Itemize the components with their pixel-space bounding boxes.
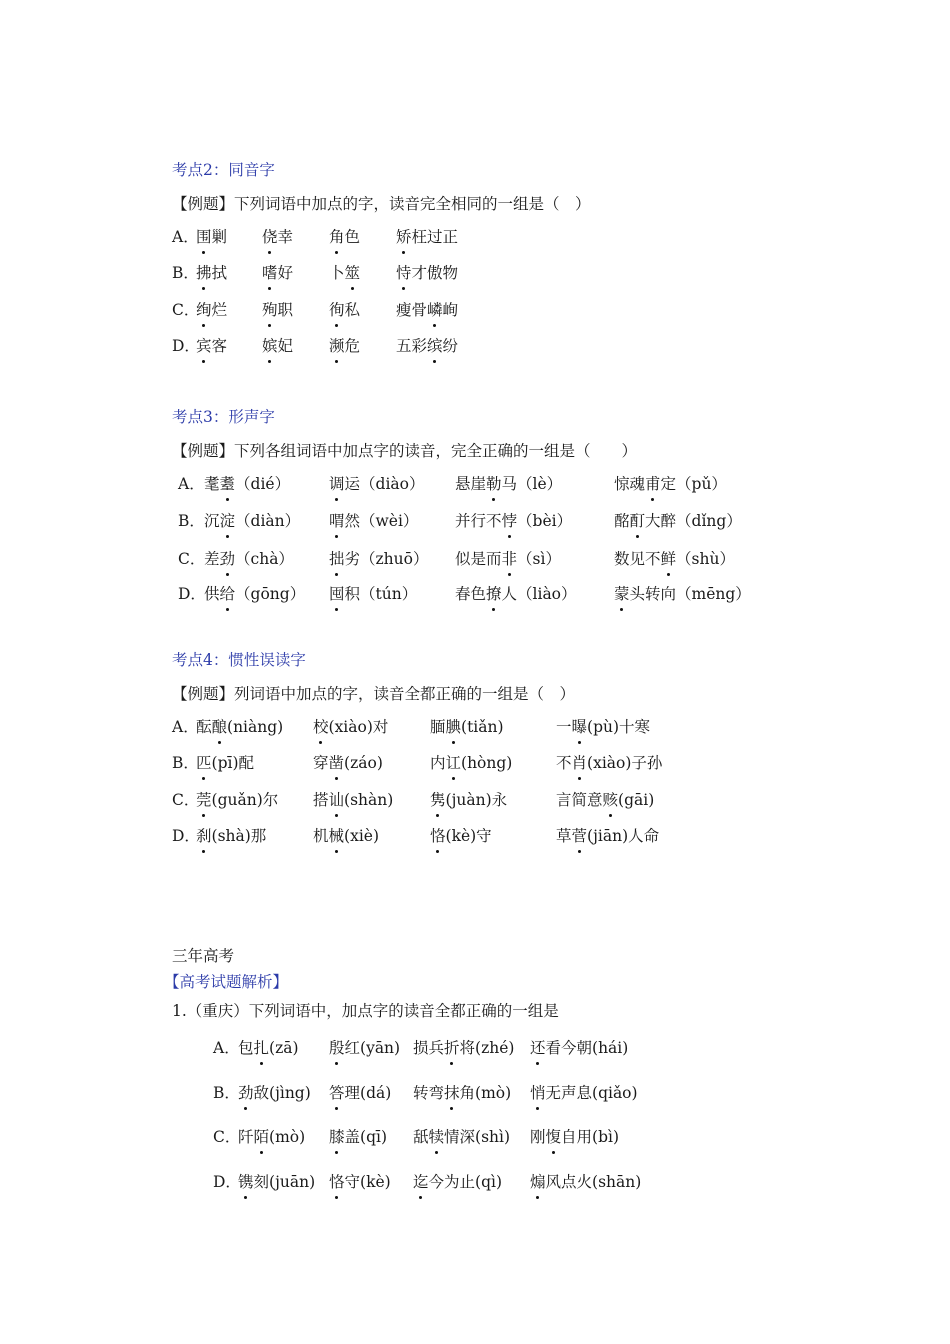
dotted-char: 讪 bbox=[328, 791, 345, 809]
option-word bbox=[313, 753, 383, 773]
word-rest: 峋 bbox=[442, 301, 459, 319]
word-prefix: 耄 bbox=[204, 475, 220, 493]
option-word bbox=[455, 511, 572, 531]
option-label: B． bbox=[172, 754, 199, 772]
word-rest: 角(mò) bbox=[459, 1084, 512, 1102]
word-prefix: 卜 bbox=[329, 264, 345, 282]
word-rest: (jiān)人命 bbox=[587, 827, 660, 845]
option-word bbox=[530, 1172, 641, 1192]
section3-heading: 考点3：形声字 bbox=[172, 408, 275, 426]
word-prefix: 草 bbox=[556, 827, 572, 845]
option-label: C． bbox=[172, 301, 200, 319]
option-word bbox=[329, 336, 360, 356]
option-word bbox=[430, 753, 512, 773]
word-prefix: 内 bbox=[430, 754, 446, 772]
word-rest: (shà)那 bbox=[211, 827, 267, 845]
option-label: D． bbox=[172, 337, 200, 355]
word-rest: 今为止(qì) bbox=[428, 1173, 502, 1191]
dotted-char: 匹 bbox=[196, 754, 212, 772]
dotted-char: 菅 bbox=[571, 827, 588, 845]
dotted-char: 缤 bbox=[427, 337, 443, 355]
dotted-char: 镌 bbox=[238, 1173, 254, 1191]
word-rest: 刻(juān) bbox=[253, 1173, 316, 1191]
word-rest: 劣（zhuō） bbox=[344, 550, 429, 568]
word-rest: 理(dá) bbox=[344, 1084, 392, 1102]
word-rest: 看今朝(hái) bbox=[545, 1039, 629, 1057]
word-prefix: 瘦骨 bbox=[396, 301, 428, 319]
dotted-char: 腆 bbox=[445, 718, 462, 736]
dotted-char: 讧 bbox=[445, 754, 462, 772]
word-rest: 情深(shì) bbox=[444, 1128, 511, 1146]
word-rest: 运（diào） bbox=[344, 475, 425, 493]
dotted-char: 嶙 bbox=[427, 301, 443, 319]
option-word bbox=[430, 790, 507, 810]
dotted-char: 折 bbox=[444, 1039, 460, 1057]
option-word bbox=[329, 300, 360, 320]
word-rest: 然（wèi） bbox=[344, 512, 419, 530]
dotted-char: 调 bbox=[329, 475, 345, 493]
option-word bbox=[196, 717, 283, 737]
word-rest: 盖(qī) bbox=[344, 1128, 387, 1146]
word-prefix: 损兵 bbox=[413, 1039, 445, 1057]
word-rest: 红(yān) bbox=[344, 1039, 401, 1057]
section4-question: 【例题】列词语中加点的字，读音全都正确的一组是（ ） bbox=[172, 685, 576, 703]
word-rest: (hòng) bbox=[461, 754, 513, 772]
word-rest: (guǎn)尔 bbox=[211, 791, 279, 809]
word-rest: 将(zhé) bbox=[459, 1039, 515, 1057]
option-word bbox=[430, 826, 492, 846]
dotted-char: 凿 bbox=[328, 754, 345, 772]
option-label: C． bbox=[213, 1128, 241, 1146]
word-rest: (niàng) bbox=[227, 718, 284, 736]
option-word bbox=[313, 717, 388, 737]
word-rest: (pī)配 bbox=[211, 754, 254, 772]
dotted-char: 赅 bbox=[602, 791, 619, 809]
dotted-char: 矫 bbox=[396, 228, 412, 246]
dotted-char: 煽 bbox=[530, 1173, 546, 1191]
word-rest: (kè)守 bbox=[445, 827, 492, 845]
option-word bbox=[196, 263, 227, 283]
option-word bbox=[204, 549, 294, 569]
dotted-char: 侥 bbox=[262, 228, 278, 246]
word-prefix: 似是而 bbox=[455, 550, 502, 568]
word-rest: (gāi) bbox=[618, 791, 655, 809]
option-word bbox=[556, 753, 662, 773]
dotted-char: 勒 bbox=[486, 475, 502, 493]
option-label: D． bbox=[178, 585, 206, 603]
dotted-char: 撩 bbox=[486, 585, 502, 603]
option-label: D． bbox=[213, 1173, 241, 1191]
dotted-char: 蒙 bbox=[614, 585, 630, 603]
option-word bbox=[329, 263, 360, 283]
dotted-char: 还 bbox=[530, 1039, 546, 1057]
dotted-char: 耋 bbox=[219, 475, 236, 493]
option-label: A． bbox=[172, 718, 199, 736]
word-rest: 自用(bì) bbox=[561, 1128, 620, 1146]
word-prefix: 春色 bbox=[455, 585, 487, 603]
word-rest: （dié） bbox=[235, 475, 291, 493]
word-rest: 头转向（mēng） bbox=[629, 585, 751, 603]
word-rest: 色 bbox=[344, 228, 361, 246]
option-word bbox=[430, 717, 504, 737]
word-rest: 无声息(qiǎo) bbox=[545, 1084, 638, 1102]
option-word bbox=[329, 1083, 391, 1103]
dotted-char: 陌 bbox=[253, 1128, 270, 1146]
option-word bbox=[556, 790, 654, 810]
dotted-char: 犊 bbox=[428, 1128, 445, 1146]
dotted-char: 恪 bbox=[329, 1173, 345, 1191]
word-prefix: 惊魂 bbox=[614, 475, 646, 493]
word-rest: (juàn)永 bbox=[445, 791, 508, 809]
option-word bbox=[196, 753, 254, 773]
word-rest: 烂 bbox=[211, 301, 228, 319]
dotted-char: 宾 bbox=[196, 337, 212, 355]
dotted-char: 淀 bbox=[219, 512, 236, 530]
word-rest: 幸 bbox=[277, 228, 294, 246]
word-prefix: 机 bbox=[313, 827, 329, 845]
word-prefix: 不 bbox=[556, 754, 572, 772]
word-rest: 剿 bbox=[211, 228, 228, 246]
word-prefix: 腼 bbox=[430, 718, 446, 736]
word-rest: 积（tún） bbox=[344, 585, 418, 603]
dotted-char: 悄 bbox=[530, 1084, 546, 1102]
option-word bbox=[413, 1083, 511, 1103]
word-rest: (xiè) bbox=[344, 827, 379, 845]
word-rest: 枉过正 bbox=[411, 228, 459, 246]
option-word bbox=[329, 227, 360, 247]
word-rest: 守(kè) bbox=[344, 1173, 391, 1191]
option-word bbox=[614, 511, 742, 531]
word-rest: （chà） bbox=[235, 550, 294, 568]
word-rest: (mò) bbox=[269, 1128, 306, 1146]
option-word bbox=[262, 263, 293, 283]
dotted-char: 殷 bbox=[329, 1039, 345, 1057]
word-rest: （diàn） bbox=[235, 512, 301, 530]
dotted-char: 给 bbox=[219, 585, 236, 603]
option-label: B． bbox=[172, 264, 199, 282]
dotted-char: 绚 bbox=[196, 301, 212, 319]
option-word bbox=[313, 790, 393, 810]
word-rest: (zā) bbox=[269, 1039, 299, 1057]
section3-question: 【例题】下列各组词语中加点字的读音，完全正确的一组是（ ） bbox=[172, 442, 638, 460]
option-word bbox=[413, 1038, 514, 1058]
word-prefix: 酩 bbox=[614, 512, 630, 530]
word-rest: 风点火(shān) bbox=[545, 1173, 642, 1191]
word-prefix: 阡 bbox=[238, 1128, 254, 1146]
dotted-char: 非 bbox=[501, 550, 518, 568]
word-prefix: 五彩 bbox=[396, 337, 428, 355]
option-label: B． bbox=[178, 512, 205, 530]
option-word bbox=[204, 474, 290, 494]
option-word bbox=[196, 300, 227, 320]
word-rest: 拭 bbox=[211, 264, 228, 282]
dotted-char: 恃 bbox=[396, 264, 412, 282]
dotted-char: 酿 bbox=[211, 718, 228, 736]
word-rest: (pù)十寒 bbox=[587, 718, 651, 736]
section2-heading: 考点2：同音字 bbox=[172, 161, 275, 179]
option-word bbox=[204, 511, 300, 531]
word-rest: （gōng） bbox=[235, 585, 306, 603]
option-word bbox=[413, 1127, 510, 1147]
option-word bbox=[396, 300, 458, 320]
word-rest: 才傲物 bbox=[411, 264, 459, 282]
word-prefix: 悬崖 bbox=[455, 475, 487, 493]
option-word bbox=[196, 227, 227, 247]
dotted-char: 角 bbox=[329, 228, 345, 246]
dotted-char: 迄 bbox=[413, 1173, 429, 1191]
word-rest: 敌(jìng) bbox=[253, 1084, 311, 1102]
word-rest: 人（liào） bbox=[501, 585, 577, 603]
word-prefix: 包 bbox=[238, 1039, 254, 1057]
dotted-char: 殉 bbox=[262, 301, 278, 319]
option-label: D． bbox=[172, 827, 200, 845]
option-word bbox=[196, 826, 266, 846]
option-label: A． bbox=[178, 475, 205, 493]
word-prefix: 刚 bbox=[530, 1128, 546, 1146]
option-label: C． bbox=[178, 550, 206, 568]
dotted-char: 劲 bbox=[219, 550, 236, 568]
option-word bbox=[329, 549, 428, 569]
section2-question: 【例题】下列词语中加点的字，读音完全相同的一组是（ ） bbox=[172, 195, 591, 213]
option-word bbox=[238, 1172, 315, 1192]
dotted-char: 扎 bbox=[253, 1039, 270, 1057]
gaokao-subtitle: 【高考试题解析】 bbox=[164, 973, 289, 991]
option-word bbox=[530, 1127, 619, 1147]
word-rest: (tiǎn) bbox=[461, 718, 504, 736]
dotted-char: 抹 bbox=[444, 1084, 460, 1102]
word-rest: 马（lè） bbox=[501, 475, 563, 493]
word-rest: 妃 bbox=[277, 337, 294, 355]
dotted-char: 拂 bbox=[196, 264, 212, 282]
word-rest: 职 bbox=[277, 301, 294, 319]
option-word bbox=[556, 826, 659, 846]
word-rest: （sì） bbox=[517, 550, 561, 568]
option-word bbox=[396, 227, 458, 247]
word-prefix: 搭 bbox=[313, 791, 329, 809]
dotted-char: 隽 bbox=[430, 791, 446, 809]
dotted-char: 答 bbox=[329, 1084, 345, 1102]
dotted-char: 喟 bbox=[329, 512, 345, 530]
option-word bbox=[329, 511, 418, 531]
word-rest: （shù） bbox=[676, 550, 735, 568]
dotted-char: 膝 bbox=[329, 1128, 345, 1146]
word-prefix: 并行不 bbox=[455, 512, 502, 530]
option-word bbox=[396, 336, 458, 356]
word-rest: 危 bbox=[344, 337, 361, 355]
dotted-char: 恪 bbox=[430, 827, 446, 845]
word-prefix: 供 bbox=[204, 585, 220, 603]
gaokao-title: 三年高考 bbox=[172, 947, 235, 965]
dotted-char: 围 bbox=[196, 228, 212, 246]
option-word bbox=[262, 227, 293, 247]
dotted-char: 曝 bbox=[571, 718, 588, 736]
dotted-char: 鲜 bbox=[660, 550, 677, 568]
option-word bbox=[313, 826, 379, 846]
option-word bbox=[614, 549, 735, 569]
word-rest: 大醉（dǐng） bbox=[645, 512, 742, 530]
word-prefix: 一 bbox=[556, 718, 572, 736]
word-prefix: 酝 bbox=[196, 718, 212, 736]
option-word bbox=[413, 1172, 502, 1192]
word-rest: (xiào)对 bbox=[328, 718, 389, 736]
option-word bbox=[614, 474, 727, 494]
dotted-char: 悖 bbox=[501, 512, 518, 530]
dotted-char: 肖 bbox=[571, 754, 588, 772]
option-word bbox=[329, 1038, 400, 1058]
word-prefix: 差 bbox=[204, 550, 220, 568]
dotted-char: 劲 bbox=[238, 1084, 254, 1102]
option-word bbox=[329, 474, 424, 494]
word-prefix: 舐 bbox=[413, 1128, 429, 1146]
option-label: C． bbox=[172, 791, 200, 809]
option-word bbox=[396, 263, 458, 283]
option-word bbox=[556, 717, 650, 737]
option-word bbox=[530, 1038, 628, 1058]
dotted-char: 械 bbox=[328, 827, 345, 845]
word-prefix: 言简意 bbox=[556, 791, 603, 809]
option-word bbox=[455, 584, 577, 604]
dotted-char: 甫 bbox=[645, 475, 661, 493]
dotted-char: 嗜 bbox=[262, 264, 278, 282]
dotted-char: 拙 bbox=[329, 550, 345, 568]
dotted-char: 酊 bbox=[629, 512, 646, 530]
word-rest: 好 bbox=[277, 264, 294, 282]
word-prefix: 转弯 bbox=[413, 1084, 445, 1102]
dotted-char: 莞 bbox=[196, 791, 212, 809]
option-word bbox=[329, 584, 417, 604]
dotted-char: 徇 bbox=[329, 301, 345, 319]
option-label: A． bbox=[172, 228, 199, 246]
word-rest: (xiào)子孙 bbox=[587, 754, 663, 772]
dotted-char: 筮 bbox=[344, 264, 361, 282]
word-rest: 纷 bbox=[442, 337, 459, 355]
word-rest: 定（pǔ） bbox=[660, 475, 727, 493]
dotted-char: 愎 bbox=[545, 1128, 562, 1146]
section4-heading: 考点4：惯性误读字 bbox=[172, 651, 306, 669]
word-prefix: 数见不 bbox=[614, 550, 661, 568]
option-label: A． bbox=[213, 1039, 240, 1057]
option-word bbox=[204, 584, 305, 604]
option-word bbox=[262, 336, 293, 356]
word-rest: （bèi） bbox=[517, 512, 573, 530]
option-word bbox=[329, 1127, 387, 1147]
option-word bbox=[455, 549, 561, 569]
option-word bbox=[196, 790, 278, 810]
option-word bbox=[262, 300, 293, 320]
dotted-char: 刹 bbox=[196, 827, 212, 845]
option-word bbox=[238, 1038, 299, 1058]
option-word bbox=[614, 584, 751, 604]
word-prefix: 穿 bbox=[313, 754, 329, 772]
word-rest: (shàn) bbox=[344, 791, 394, 809]
dotted-char: 嫔 bbox=[262, 337, 278, 355]
dotted-char: 校 bbox=[313, 718, 329, 736]
option-word bbox=[530, 1083, 638, 1103]
option-word bbox=[329, 1172, 391, 1192]
option-word bbox=[196, 336, 227, 356]
option-label: B． bbox=[213, 1084, 240, 1102]
word-rest: (záo) bbox=[344, 754, 383, 772]
gaokao-question: 1.（重庆）下列词语中，加点字的读音全都正确的一组是 bbox=[172, 1002, 559, 1020]
option-word bbox=[238, 1083, 311, 1103]
word-rest: 私 bbox=[344, 301, 361, 319]
word-rest: 客 bbox=[211, 337, 228, 355]
dotted-char: 囤 bbox=[329, 585, 345, 603]
option-word bbox=[238, 1127, 305, 1147]
word-prefix: 沉 bbox=[204, 512, 220, 530]
dotted-char: 濒 bbox=[329, 337, 345, 355]
option-word bbox=[455, 474, 562, 494]
